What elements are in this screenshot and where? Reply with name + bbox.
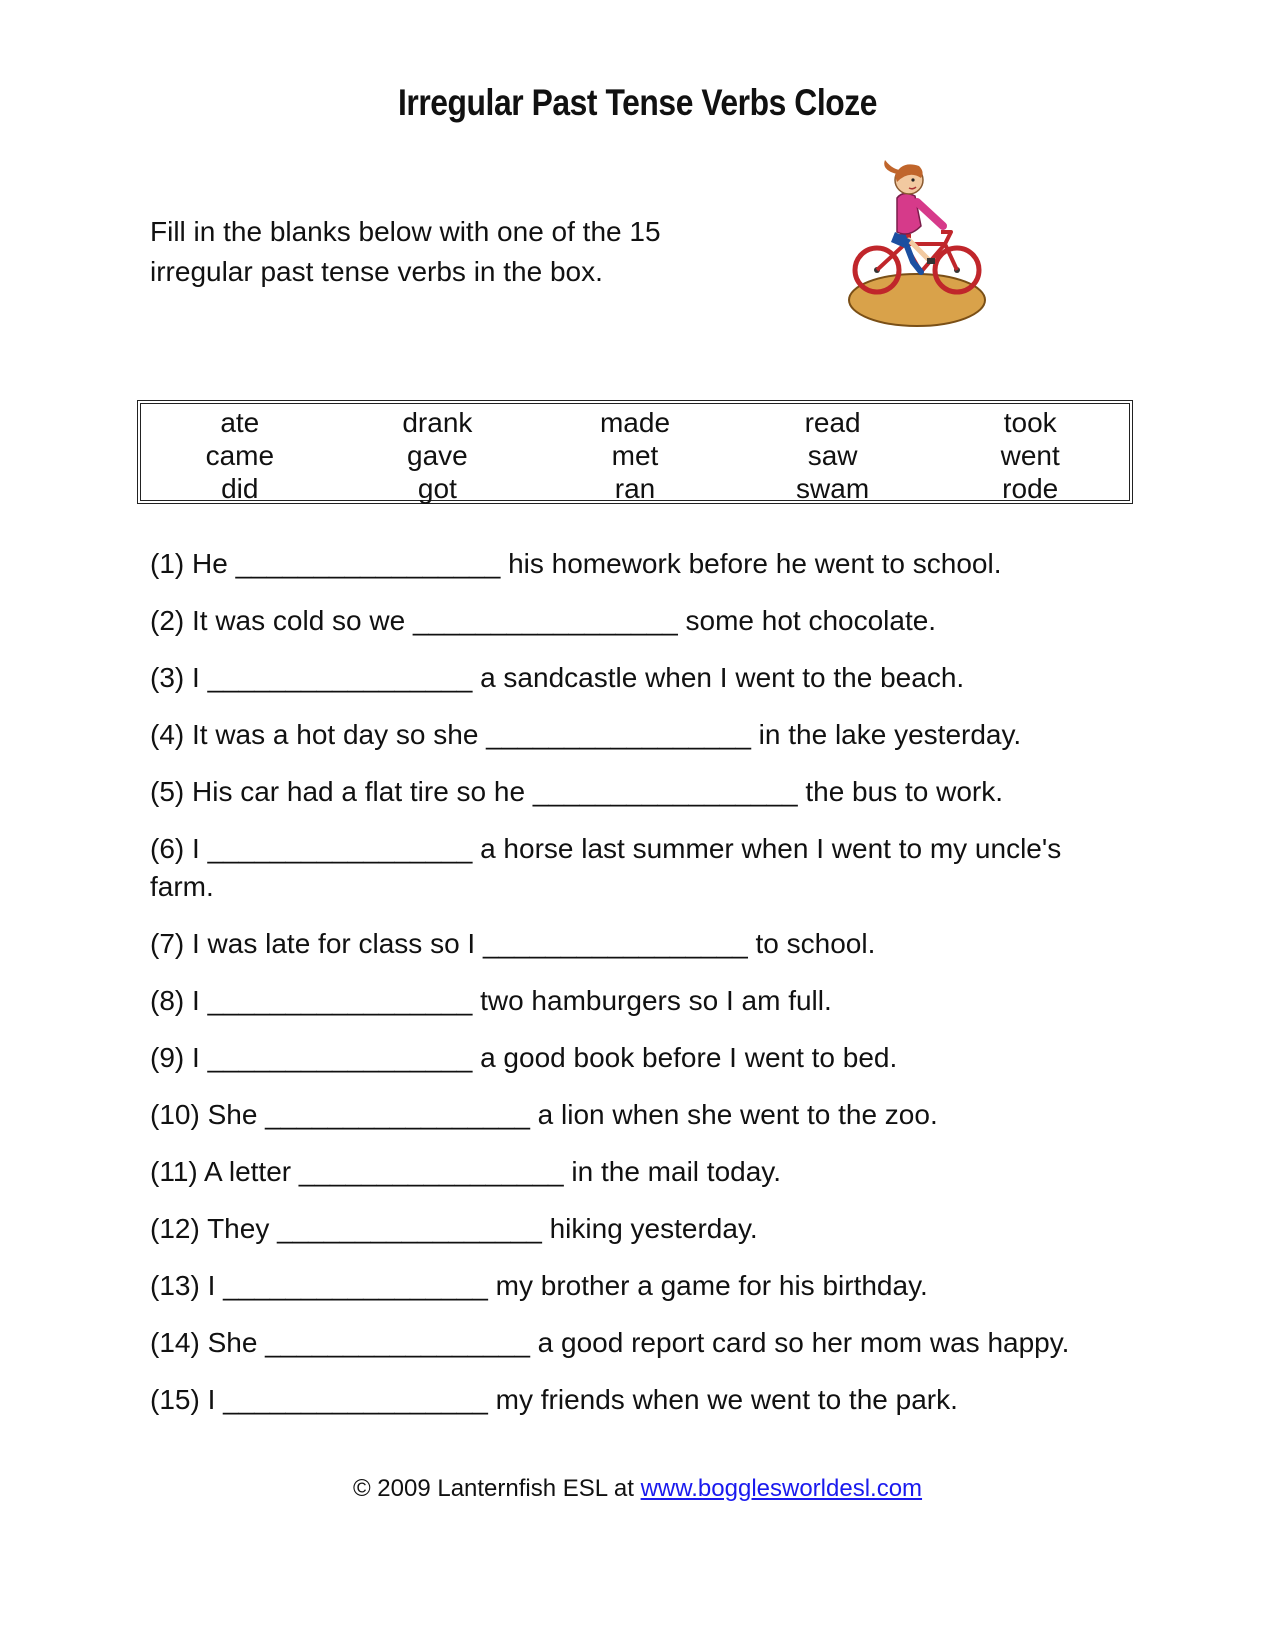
sentence-item — [150, 1267, 1120, 1305]
word-bank-word: rode — [1002, 473, 1059, 504]
answer-blank[interactable]: _________________ — [265, 1099, 530, 1130]
sentence-text-before: (6) I — [150, 833, 208, 864]
word-bank-column — [931, 406, 1129, 505]
answer-blank[interactable]: _________________ — [207, 833, 473, 864]
sentence-item — [150, 1210, 1120, 1248]
sentence-text-after: his homework before he went to school. — [500, 548, 1002, 579]
sentence-item — [150, 602, 1120, 640]
sentence-text-before: (9) I — [150, 1042, 208, 1073]
sentence-text-before: (15) I — [150, 1384, 224, 1415]
sentence-item — [150, 659, 1120, 697]
sentence-text-before: (1) He — [150, 548, 236, 579]
sentence-text-after: a good book before I went to bed. — [472, 1042, 898, 1073]
word-bank-word: came — [205, 440, 275, 471]
answer-blank[interactable]: _________________ — [265, 1327, 530, 1358]
sentence-text-before: (4) It was a hot day so she — [150, 719, 487, 750]
word-bank-word: got — [417, 473, 457, 504]
sentence-text-after: a good report card so her mom was happy. — [529, 1327, 1070, 1358]
sentence-text-before: (7) I was late for class so I — [150, 928, 483, 959]
sentence-item — [150, 1324, 1120, 1362]
girl-on-bicycle-illustration — [845, 152, 995, 332]
word-bank-word: swam — [796, 473, 870, 504]
answer-blank[interactable]: _________________ — [532, 776, 798, 807]
sentence-text-after: the bus to work. — [797, 776, 1003, 807]
sentence-text-before: (13) I — [150, 1270, 224, 1301]
sentence-text-after: hiking yesterday. — [541, 1213, 758, 1244]
sentence-item — [150, 982, 1120, 1020]
sentence-text-before: (2) It was cold so we — [150, 605, 413, 636]
sentence-text-after: in the mail today. — [563, 1156, 781, 1187]
sentence-text-after: a horse last summer when I went to my uncle's farm. — [150, 833, 1062, 902]
page-title: Irregular Past Tense Verbs Cloze — [397, 82, 878, 123]
word-bank-column — [536, 406, 734, 505]
sentence-item — [150, 545, 1120, 583]
website-link[interactable]: www.bogglesworldesl.com — [640, 1475, 923, 1502]
sentence-text-before: (10) She — [150, 1099, 266, 1130]
answer-blank[interactable]: _________________ — [207, 662, 473, 693]
answer-blank[interactable]: _________________ — [486, 719, 751, 750]
copyright-footer — [0, 1475, 1275, 1503]
word-bank-word: gave — [407, 440, 468, 471]
answer-blank[interactable]: _________________ — [412, 605, 678, 636]
answer-blank[interactable]: _________________ — [298, 1156, 564, 1187]
word-bank-word: saw — [807, 440, 858, 471]
word-bank-word: made — [599, 407, 671, 438]
sentence-item — [150, 1153, 1120, 1191]
sentence-text-after: in the lake yesterday. — [750, 719, 1022, 750]
answer-blank[interactable]: _________________ — [223, 1270, 488, 1301]
word-bank-column — [339, 406, 537, 505]
word-bank-word: met — [611, 440, 659, 471]
sentence-text-after: to school. — [747, 928, 876, 959]
answer-blank[interactable]: _________________ — [277, 1213, 542, 1244]
sentence-text-before: (8) I — [150, 985, 208, 1016]
word-bank-word: ate — [220, 407, 260, 438]
sentence-text-after: my brother a game for his birthday. — [487, 1270, 928, 1301]
answer-blank[interactable]: _________________ — [483, 928, 748, 959]
sentence-text-after: a lion when she went to the zoo. — [529, 1099, 938, 1130]
sentence-item — [150, 925, 1120, 963]
word-bank-word: went — [1000, 440, 1060, 471]
answer-blank[interactable]: _________________ — [235, 548, 501, 579]
word-bank-box — [137, 400, 1133, 504]
sentence-item — [150, 830, 1120, 906]
answer-blank[interactable]: _________________ — [223, 1384, 488, 1415]
word-bank-word: read — [804, 407, 861, 438]
sentence-text-before: (12) They — [150, 1213, 278, 1244]
word-bank-word: ran — [614, 473, 656, 504]
sentence-item — [150, 716, 1120, 754]
word-bank-word: drank — [402, 407, 473, 438]
copyright-text: © 2009 Lanternfish ESL at — [352, 1475, 641, 1502]
sentence-item — [150, 1039, 1120, 1077]
sentence-item — [150, 1096, 1120, 1134]
sentence-item — [150, 773, 1120, 811]
word-bank-column — [141, 406, 339, 505]
sentence-text-after: my friends when we went to the park. — [487, 1384, 958, 1415]
sentence-text-after: some hot chocolate. — [677, 605, 937, 636]
instructions-text: Fill in the blanks below with one of the 15 irregular past tense verbs in the box. — [150, 216, 661, 287]
answer-blank[interactable]: _________________ — [207, 985, 473, 1016]
sentence-text-before: (11) A letter — [150, 1156, 299, 1187]
sentence-text-before: (3) I — [150, 662, 208, 693]
answer-blank[interactable]: _________________ — [207, 1042, 473, 1073]
sentence-text-after: two hamburgers so I am full. — [472, 985, 832, 1016]
word-bank-column — [734, 406, 932, 505]
word-bank-word: did — [221, 473, 259, 504]
word-bank-word: took — [1003, 407, 1057, 438]
sentence-item — [150, 1381, 1120, 1419]
word-bank-grid — [141, 404, 1129, 505]
sentence-text-after: a sandcastle when I went to the beach. — [472, 662, 965, 693]
sentence-text-before: (5) His car had a flat tire so he — [150, 776, 533, 807]
sentence-text-before: (14) She — [150, 1327, 266, 1358]
